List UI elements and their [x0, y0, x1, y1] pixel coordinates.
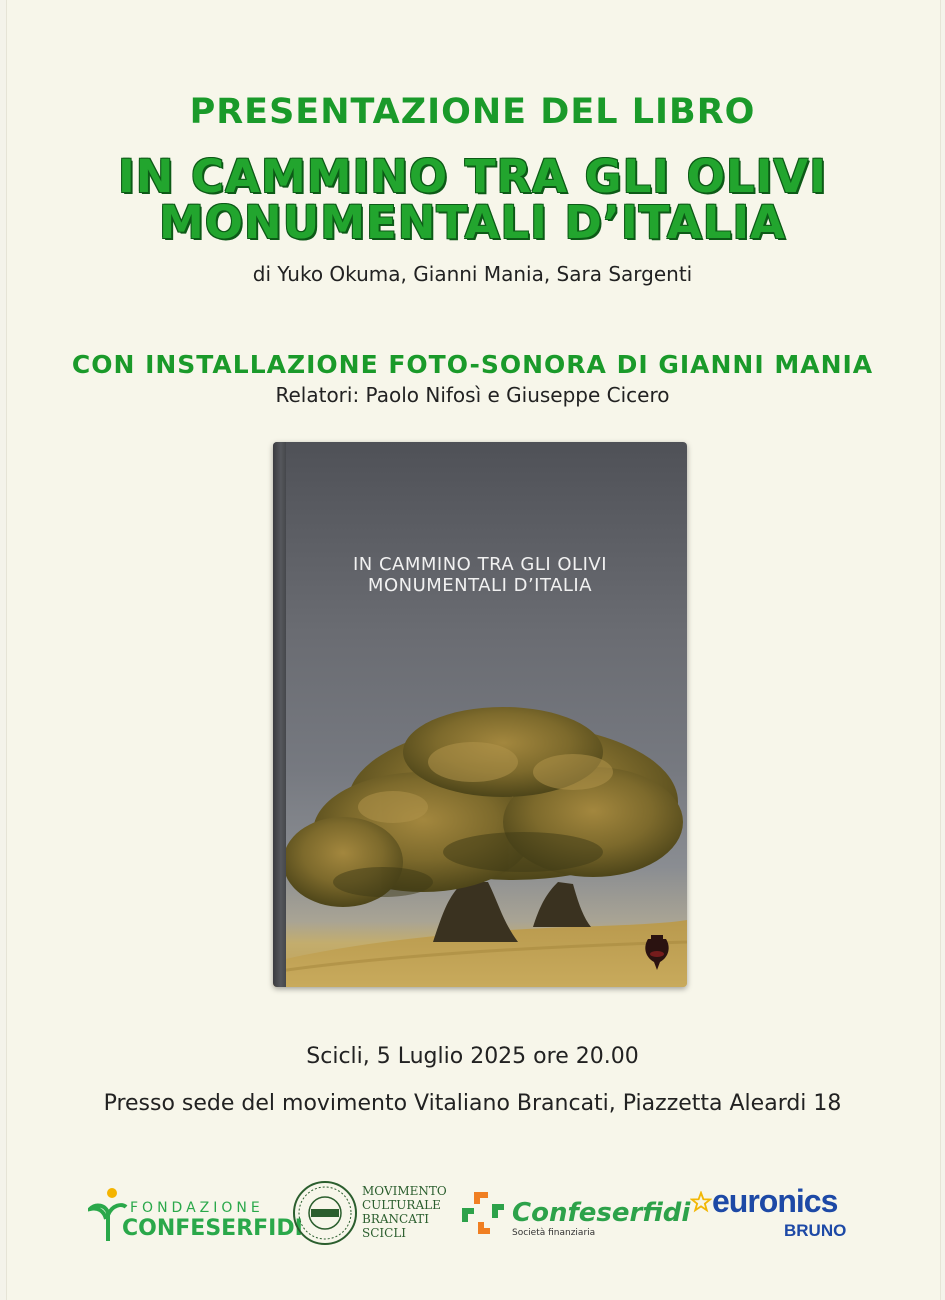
confeserfidi-name: Confeserfidi: [512, 1198, 691, 1228]
installation-headline: CON INSTALLAZIONE FOTO-SONORA DI GIANNI MANIA: [71, 350, 874, 379]
book-cover-image: [273, 442, 687, 987]
event-date: Scicli, 5 Luglio 2025 ore 20.00: [306, 1044, 639, 1069]
movimento-line1: MOVIMENTO: [362, 1184, 447, 1198]
movimento-line2: CULTURALE: [362, 1198, 441, 1212]
book-spine: [273, 442, 286, 987]
confeserfidi-subtitle: Società finanziaria: [512, 1228, 596, 1238]
book-title-line1: IN CAMMINO TRA GLI OLIVI: [118, 150, 827, 203]
euronics-bruno-logo: [690, 1183, 860, 1245]
poster-kicker: PRESENTAZIONE DEL LIBRO: [189, 92, 756, 132]
euronics-bruno-label: BRUNO: [784, 1221, 847, 1240]
event-venue: Presso sede del movimento Vitaliano Brancati, Piazzetta Aleardi 18: [103, 1091, 842, 1116]
movimento-line3: BRANCATI: [362, 1212, 429, 1226]
cover-title-line2: MONUMENTALI D’ITALIA: [367, 575, 593, 596]
confeserfidi-logo: [460, 1188, 691, 1240]
book-title-line2: MONUMENTALI D’ITALIA: [159, 196, 786, 249]
cover-title: [273, 554, 687, 596]
movimento-brancati-logo: [292, 1180, 452, 1250]
olive-tree-photo: [273, 442, 687, 987]
confeserfidi-label: CONFESERFIDI: [122, 1216, 303, 1241]
star-icon: [690, 1191, 712, 1213]
euronics-name: euronics: [712, 1183, 838, 1219]
fondazione-label: FONDAZIONE: [130, 1200, 264, 1216]
fondazione-confeserfidi-logo: [88, 1185, 303, 1245]
book-authors: di Yuko Okuma, Gianni Mania, Sara Sargenti: [252, 262, 693, 286]
movimento-line4: SCICLI: [362, 1226, 407, 1240]
movimento-text: [362, 1184, 447, 1240]
cover-title-line1: IN CAMMINO TRA GLI OLIVI: [352, 554, 608, 575]
movimento-seal-icon: [292, 1180, 358, 1246]
confeserfidi-mark-icon: [460, 1190, 506, 1236]
speakers-line: Relatori: Paolo Nifosì e Giuseppe Cicero: [275, 383, 670, 407]
